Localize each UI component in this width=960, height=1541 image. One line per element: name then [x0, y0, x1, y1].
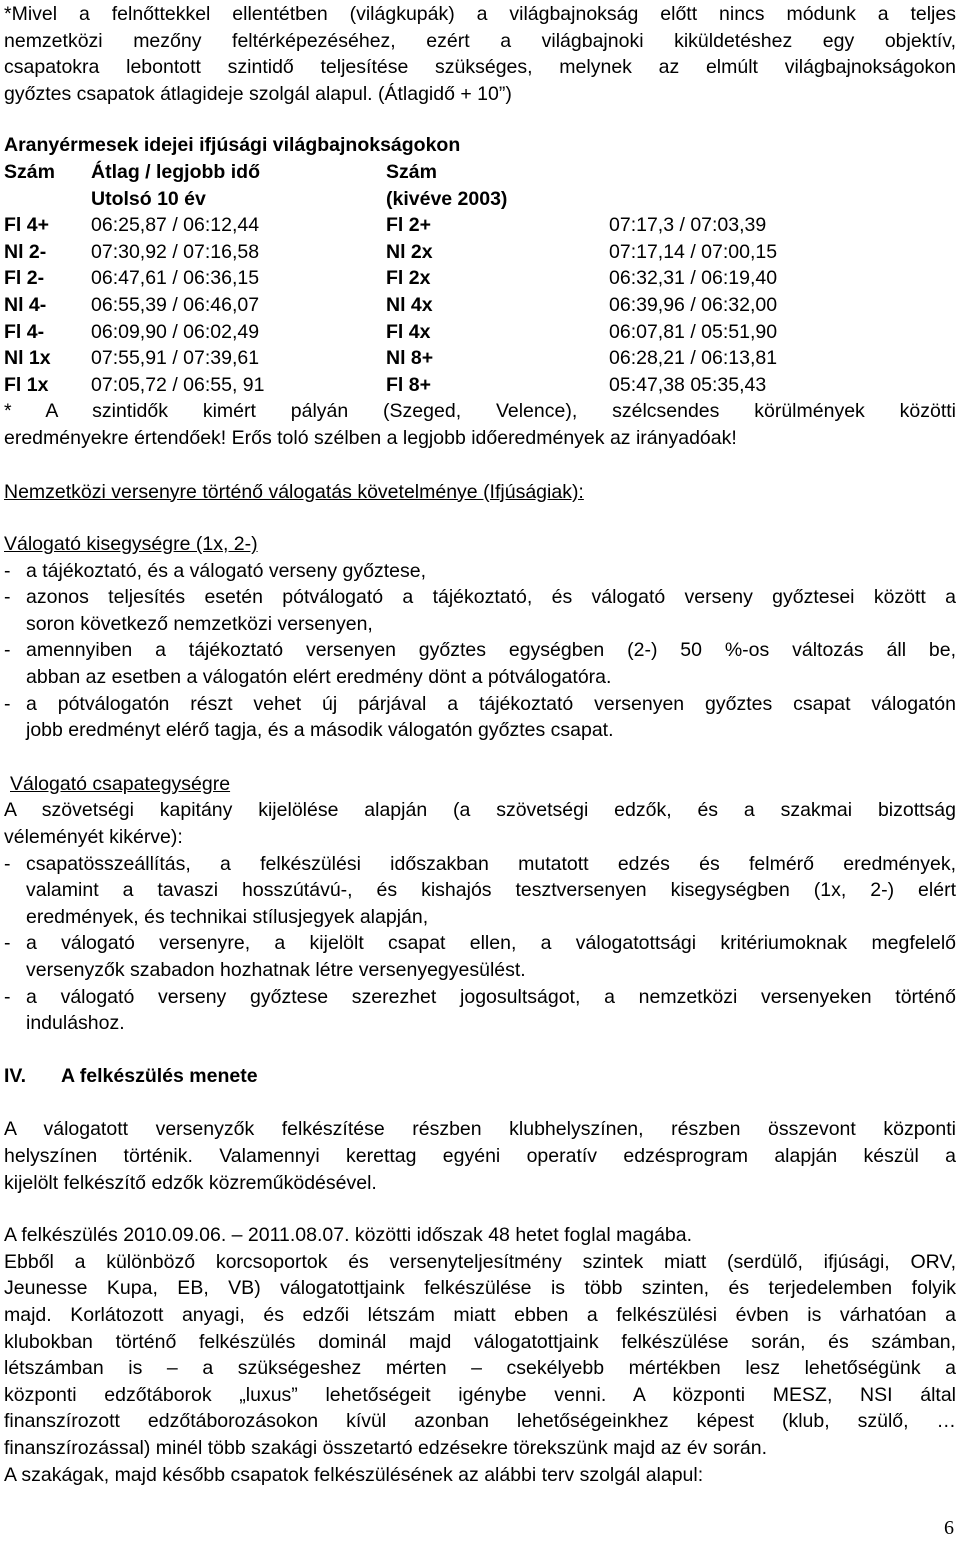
boat-class-cell: Nl 1x	[4, 347, 51, 370]
header-cell: (kivéve 2003)	[386, 187, 508, 210]
list-item	[4, 851, 956, 931]
section-paragraph	[4, 1116, 956, 1196]
section-number: IV.	[4, 1064, 27, 1087]
boat-class-cell: Fl 2-	[4, 267, 45, 290]
selection-heading: Nemzetközi versenyre történő válogatás követelménye (Ifjúságiak):	[4, 480, 584, 503]
table-header-row	[4, 186, 956, 213]
page-number: 6	[944, 1517, 954, 1539]
boat-class-cell: Fl 2+	[386, 214, 431, 237]
list-item-line: csapatösszeállítás, a felkészülési időszakban mutatott edzés és felmérő eredmények,	[26, 852, 956, 875]
list-item-line: induláshoz.	[26, 1012, 125, 1035]
table-row	[4, 319, 956, 346]
time-cell: 07:30,92 / 07:16,58	[91, 240, 260, 263]
table-row	[4, 239, 956, 266]
list-item-line: versenyzők szabadon hozhatnak létre versenyegyesülést.	[26, 959, 526, 981]
small-boat-list	[4, 558, 956, 744]
time-cell: 06:32,31 / 06:19,40	[609, 267, 778, 290]
time-cell: 06:39,96 / 06:32,00	[609, 293, 778, 316]
time-cell: 07:17,14 / 07:00,15	[609, 240, 778, 263]
list-item-line: abban az esetben a válogatón elért eredmény dönt a pótválogatóra.	[26, 666, 612, 689]
dash-bullet: -	[4, 692, 11, 715]
time-cell: 06:28,21 / 06:13,81	[609, 347, 778, 370]
boat-class-cell: Nl 4x	[386, 293, 433, 316]
list-item	[4, 584, 956, 637]
header-cell: Átlag / legjobb idő	[91, 160, 260, 183]
document-page	[4, 0, 956, 1488]
list-item	[4, 984, 956, 1037]
list-item-line: a válogató versenyre, a kijelölt csapat ellen, a válogatottsági kritériumoknak megfelelő	[26, 932, 956, 955]
paragraph-line: kijelölt felkészítő edzők közreműködésével.	[4, 1171, 377, 1194]
boat-class-cell: Nl 8+	[386, 347, 434, 370]
intro-line: csapatokra lebontott szintidő teljesítése szükséges, melynek az elmúlt világbajnokságokon	[4, 56, 956, 79]
section-heading	[4, 1063, 956, 1090]
dash-bullet: -	[4, 985, 11, 1008]
table-note: * A szintidők kimért pályán (Szeged, Velence), szélcsendes körülmények közötti	[4, 400, 956, 423]
intro-line: *Mivel a felnőttekkel ellentétben (világkupák) a világbajnokság előtt nincs módunk a teljes	[4, 3, 956, 25]
boat-class-cell: Nl 2-	[4, 240, 47, 263]
crew-heading: Válogató csapategységre	[10, 772, 231, 795]
plan-intro-line: A szakágak, majd később csapatok felkészülésének az alábbi terv szolgál alapul:	[4, 1463, 704, 1486]
list-item-line: valamint a tavaszi hosszútávú-, és kishajós tesztversenyen kisegységben (1x, 2-) elért	[26, 879, 956, 902]
table-body	[4, 212, 956, 398]
list-item	[4, 691, 956, 744]
list-item-line: a tájékoztató, és a válogató verseny győztese,	[26, 559, 426, 582]
list-item-line: jobb eredményt elérő tagja, és a második válogatón győztes csapat.	[26, 719, 614, 742]
time-cell: 07:55,91 / 07:39,61	[91, 347, 260, 370]
dash-bullet: -	[4, 639, 11, 662]
dash-bullet: -	[4, 852, 11, 875]
paragraph-line: központi edzőtáborok „luxus” lehetőségeit igénybe venni. A központi MESZ, NSI által	[4, 1383, 956, 1406]
list-item-line: amennyiben a tájékoztató versenyen győztes egységben (2-) 50 %-os változás áll be,	[26, 639, 956, 662]
boat-class-cell: Fl 8+	[386, 373, 431, 396]
intro-line: nemzetközi mezőny feltérképezéséhez, ezért a világbajnoki kiküldetéshez egy objektív,	[4, 29, 956, 52]
header-cell: Szám	[386, 160, 437, 183]
time-cell: 06:07,81 / 05:51,90	[609, 320, 778, 343]
crew-intro-line: véleményét kikérve):	[4, 826, 183, 849]
dash-bullet: -	[4, 559, 11, 582]
section-paragraph	[4, 1249, 956, 1462]
paragraph-line: helyszínen történik. Valamennyi kerettag egyéni operatív edzésprogram alapján készül a	[4, 1144, 956, 1167]
dash-bullet: -	[4, 932, 11, 955]
time-cell: 06:09,90 / 06:02,49	[91, 320, 260, 343]
list-item-line: a válogató verseny győztese szerezhet jogosultságot, a nemzetközi versenyeken történő	[26, 985, 956, 1008]
list-item-line: azonos teljesítés esetén pótválogató a tájékoztató, és válogató verseny győztesei között a	[26, 586, 956, 609]
list-item	[4, 558, 956, 585]
table-title: Aranyérmesek idejei ifjúsági világbajnokságokon	[4, 134, 461, 157]
list-item-line: a pótválogatón részt vehet új párjával a tájékoztató versenyen győztes csapat válogatón	[26, 692, 956, 715]
time-cell: 06:47,61 / 06:36,15	[91, 267, 260, 290]
boat-class-cell: Fl 4x	[386, 320, 431, 343]
time-cell: 06:55,39 / 06:46,07	[91, 293, 260, 316]
boat-class-cell: Nl 2x	[386, 240, 433, 263]
schedule-line: A felkészülés 2010.09.06. – 2011.08.07. közötti időszak 48 hetet foglal magába.	[4, 1224, 693, 1247]
table-row	[4, 212, 956, 239]
paragraph-line: Ebből a különböző korcsoportok és versenyteljesítmény szintek miatt (serdülő, ifjúsági, ORV,	[4, 1250, 956, 1273]
table-row	[4, 345, 956, 372]
small-boat-heading: Válogató kisegységre (1x, 2-)	[4, 533, 258, 556]
boat-class-cell: Fl 4+	[4, 214, 49, 237]
boat-class-cell: Nl 4-	[4, 293, 47, 316]
time-cell: 05:47,38 05:35,43	[609, 373, 767, 396]
header-cell: Szám	[4, 160, 55, 183]
paragraph-line: létszámban is – a szükségeshez mérten – csekélyebb mértékben lesz lehetőségünk a	[4, 1357, 956, 1380]
paragraph-line: finanszírozott edzőtáborozásokon kívül azonban lehetőségeinkhez képest (klub, szülő, …	[4, 1410, 956, 1433]
crew-list	[4, 851, 956, 1037]
list-item	[4, 637, 956, 690]
table-note: eredményekre értendőek! Erős toló szélben a legjobb időeredmények az irányadóak!	[4, 426, 737, 449]
crew-intro-line: A szövetségi kapitány kijelölése alapján (a szövetségi edzők, és a szakmai bizottság	[4, 799, 956, 822]
boat-class-cell: Fl 1x	[4, 373, 49, 396]
paragraph-line: klubokban történő felkészülés dominál majd válogatottjaink felkészülése során, és számban,	[4, 1330, 956, 1353]
boat-class-cell: Fl 2x	[386, 267, 431, 290]
table-row	[4, 372, 956, 399]
dash-bullet: -	[4, 586, 11, 609]
table-row	[4, 265, 956, 292]
time-cell: 06:25,87 / 06:12,44	[91, 214, 260, 237]
paragraph-line: A válogatott versenyzők felkészítése részben klubhelyszínen, részben összevont központi	[4, 1118, 956, 1141]
list-item-line: soron következő nemzetközi versenyen,	[26, 612, 373, 635]
header-cell: Utolsó 10 év	[91, 187, 206, 210]
table-header-row	[4, 159, 956, 186]
table-row	[4, 292, 956, 319]
section-title: A felkészülés menete	[61, 1064, 258, 1087]
time-cell: 07:05,72 / 06:55, 91	[91, 373, 265, 396]
list-item	[4, 930, 956, 983]
intro-line: győztes csapatok átlagideje szolgál alapul. (Átlagidő + 10”)	[4, 82, 512, 105]
paragraph-line: majd. Korlátozott anyagi, és edzői létszám miatt ebben a felkészülési évben is várhatóan a	[4, 1303, 956, 1326]
list-item-line: eredmények, és technikai stílusjegyek alapján,	[26, 905, 429, 928]
intro-paragraph	[4, 1, 956, 107]
paragraph-line: Jeunesse Kupa, EB, VB) válogatottjaink felkészülése is több szinten, és terjedelemben folyik	[4, 1277, 956, 1300]
paragraph-line: finanszírozással) minél több szakági összetartó edzésekre törekszünk majd az év során.	[4, 1436, 768, 1459]
boat-class-cell: Fl 4-	[4, 320, 45, 343]
time-cell: 07:17,3 / 07:03,39	[609, 214, 767, 237]
